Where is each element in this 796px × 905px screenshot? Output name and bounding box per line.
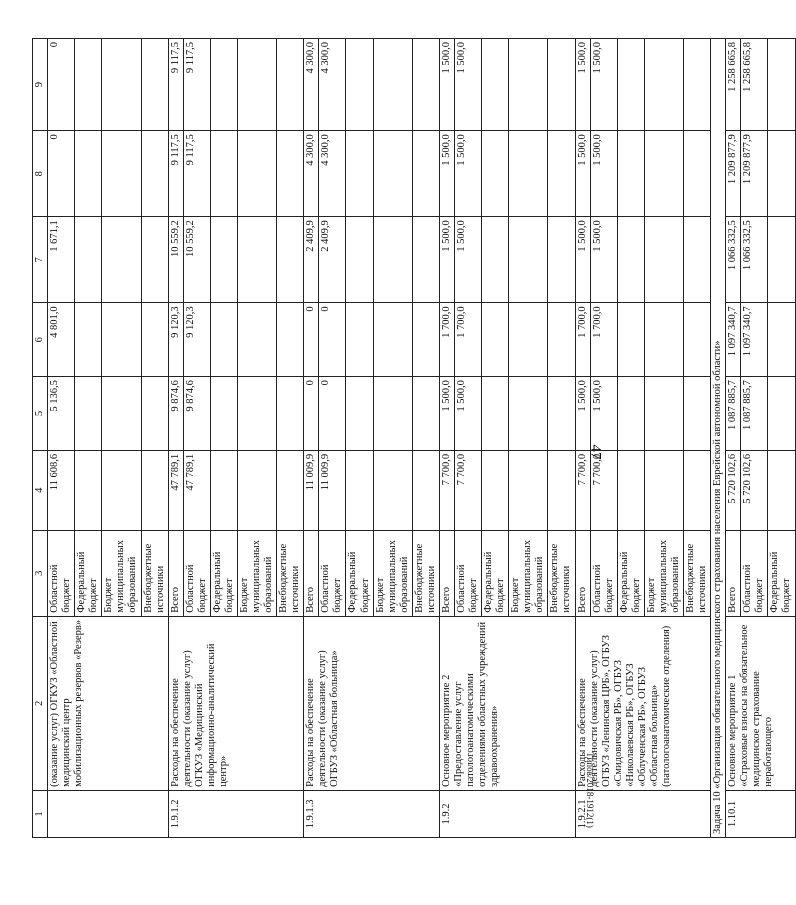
value-cell: [644, 39, 683, 131]
value-cell: [412, 303, 439, 377]
value-cell: 1 500,0: [590, 217, 617, 303]
value-cell: 1 500,0: [454, 39, 481, 131]
page-number: 47: [587, 444, 604, 460]
value-cell: 1 066 332,5: [741, 217, 768, 303]
value-cell: [75, 131, 102, 217]
funding-source: Бюджет муниципальных образований: [644, 530, 683, 616]
value-cell: [210, 217, 237, 303]
table-row: [726, 39, 741, 838]
header-number-row: [33, 39, 48, 838]
value-cell: 7 700,0: [575, 450, 590, 530]
value-cell: 0: [48, 131, 75, 217]
value-cell: 47 789,1: [168, 450, 183, 530]
funding-source: Федеральный бюджет: [75, 530, 102, 616]
value-cell: 9 117,5: [183, 39, 210, 131]
value-cell: 9 120,3: [168, 303, 183, 377]
value-cell: 1 500,0: [590, 39, 617, 131]
value-cell: 1 258 665,8: [726, 39, 741, 131]
value-cell: 1 500,0: [454, 377, 481, 451]
value-cell: 1 700,0: [439, 303, 454, 377]
value-cell: 1 671,1: [48, 217, 75, 303]
row-code: 1.9.1.2: [168, 790, 304, 837]
value-cell: [373, 303, 412, 377]
value-cell: [346, 377, 373, 451]
value-cell: 9 117,5: [183, 131, 210, 217]
value-cell: 9 120,3: [183, 303, 210, 377]
value-cell: [373, 450, 412, 530]
value-cell: [482, 217, 509, 303]
value-cell: [644, 303, 683, 377]
value-cell: 2 409,9: [319, 217, 346, 303]
header-cell: 1: [33, 790, 48, 837]
row-code: [48, 790, 169, 837]
funding-source: Бюджет муниципальных образований: [237, 530, 276, 616]
value-cell: [548, 450, 575, 530]
value-cell: [210, 39, 237, 131]
value-cell: [482, 39, 509, 131]
value-cell: [237, 39, 276, 131]
value-cell: [75, 217, 102, 303]
value-cell: [373, 217, 412, 303]
value-cell: [141, 303, 168, 377]
table-row: [168, 39, 183, 838]
value-cell: [617, 131, 644, 217]
value-cell: [102, 39, 141, 131]
table-body: [33, 39, 796, 838]
value-cell: 4 300,0: [319, 131, 346, 217]
value-cell: [644, 131, 683, 217]
value-cell: [346, 450, 373, 530]
value-cell: 1 500,0: [454, 217, 481, 303]
value-cell: [684, 303, 711, 377]
value-cell: [684, 377, 711, 451]
value-cell: [768, 450, 795, 530]
value-cell: [237, 131, 276, 217]
value-cell: [684, 131, 711, 217]
value-cell: [277, 39, 304, 131]
value-cell: 1 700,0: [454, 303, 481, 377]
value-cell: [548, 377, 575, 451]
value-cell: [644, 450, 683, 530]
value-cell: [768, 131, 795, 217]
value-cell: 9 874,6: [168, 377, 183, 451]
value-cell: 1 209 877,9: [726, 131, 741, 217]
value-cell: [509, 450, 548, 530]
value-cell: 1 500,0: [575, 377, 590, 451]
value-cell: [684, 39, 711, 131]
value-cell: [277, 217, 304, 303]
value-cell: [373, 39, 412, 131]
funding-source: Федеральный бюджет: [768, 530, 795, 616]
funding-source: Бюджет муниципальных образований: [373, 530, 412, 616]
row-name: Основное мероприятие 1 «Страховые взносы на обязательное медицинское страхование неработающего: [726, 616, 795, 790]
value-cell: 1 500,0: [454, 131, 481, 217]
value-cell: 1 500,0: [439, 377, 454, 451]
value-cell: [346, 39, 373, 131]
value-cell: 1 500,0: [575, 39, 590, 131]
value-cell: 7 700,0: [454, 450, 481, 530]
value-cell: 1 700,0: [575, 303, 590, 377]
funding-source: Областной бюджет: [48, 530, 75, 616]
value-cell: 0: [319, 377, 346, 451]
value-cell: [482, 450, 509, 530]
value-cell: [412, 131, 439, 217]
value-cell: [346, 131, 373, 217]
value-cell: 4 300,0: [304, 131, 319, 217]
table-row: [304, 39, 319, 838]
row-code: 1.9.2.1: [575, 790, 711, 837]
row-name: Расходы на обеспечение деятельности (оказание услуг) ОГБУЗ «Областная больница»: [304, 616, 440, 790]
value-cell: [509, 39, 548, 131]
row-name: Основное мероприятие 2 «Предоставление услуг патологоанатомическими отделениями областных учреждений здравоохранения»: [439, 616, 575, 790]
table-row: [575, 39, 590, 838]
value-cell: [75, 39, 102, 131]
funding-source: Бюджет муниципальных образований: [102, 530, 141, 616]
value-cell: [412, 377, 439, 451]
value-cell: [768, 377, 795, 451]
value-cell: 7 700,0: [439, 450, 454, 530]
value-cell: [75, 377, 102, 451]
funding-source: Всего: [726, 530, 741, 616]
value-cell: [617, 377, 644, 451]
value-cell: 1 500,0: [575, 131, 590, 217]
value-cell: [141, 217, 168, 303]
header-cell: 7: [33, 217, 48, 303]
value-cell: 10 559,2: [168, 217, 183, 303]
task-row: [711, 39, 726, 838]
value-cell: [548, 131, 575, 217]
funding-source: Внебюджетные источники: [141, 530, 168, 616]
header-cell: 4: [33, 450, 48, 530]
value-cell: 1 066 332,5: [726, 217, 741, 303]
value-cell: [102, 377, 141, 451]
document-footer: Типов/2018-1912(1): [585, 752, 595, 828]
row-name: Расходы на обеспечение деятельности (оказание услуг) ОГБУЗ «Ленинская ЦРБ», ОГБУЗ «Смидовичская РБ», ОГБУЗ «Николаевская РБ», ОГБУЗ «Облученская РБ», ОГБУЗ «Областная больница» (патологоанатомические отделения): [575, 616, 711, 790]
value-cell: [277, 450, 304, 530]
value-cell: [617, 217, 644, 303]
value-cell: [102, 217, 141, 303]
value-cell: [373, 377, 412, 451]
value-cell: [617, 303, 644, 377]
value-cell: [373, 131, 412, 217]
value-cell: [684, 217, 711, 303]
value-cell: [210, 131, 237, 217]
header-cell: 8: [33, 131, 48, 217]
value-cell: [412, 217, 439, 303]
funding-source: Областной бюджет: [454, 530, 481, 616]
value-cell: [482, 377, 509, 451]
value-cell: [617, 39, 644, 131]
value-cell: [509, 377, 548, 451]
value-cell: 11 009,9: [304, 450, 319, 530]
funding-source: Всего: [304, 530, 319, 616]
value-cell: 2 409,9: [304, 217, 319, 303]
value-cell: [684, 450, 711, 530]
value-cell: [548, 39, 575, 131]
funding-source: Федеральный бюджет: [210, 530, 237, 616]
value-cell: [75, 303, 102, 377]
value-cell: [277, 303, 304, 377]
table-row: [48, 39, 75, 838]
value-cell: 10 559,2: [183, 217, 210, 303]
value-cell: [768, 217, 795, 303]
funding-source: Внебюджетные источники: [548, 530, 575, 616]
value-cell: [75, 450, 102, 530]
value-cell: [509, 303, 548, 377]
value-cell: [141, 377, 168, 451]
value-cell: [644, 217, 683, 303]
value-cell: [237, 217, 276, 303]
value-cell: 47 789,1: [183, 450, 210, 530]
value-cell: 4 300,0: [319, 39, 346, 131]
value-cell: [102, 303, 141, 377]
value-cell: 1 087 885,7: [726, 377, 741, 451]
funding-source: Бюджет муниципальных образований: [509, 530, 548, 616]
value-cell: [768, 303, 795, 377]
funding-source: Областной бюджет: [319, 530, 346, 616]
funding-source: Федеральный бюджет: [617, 530, 644, 616]
value-cell: [509, 131, 548, 217]
funding-source: Внебюджетные источники: [684, 530, 711, 616]
value-cell: 9 117,5: [168, 131, 183, 217]
header-cell: 9: [33, 39, 48, 131]
row-name: Расходы на обеспечение деятельности (оказание услуг) ОГКУЗ «Медицинский информационно-аналитический центр»: [168, 616, 304, 790]
header-cell: 5: [33, 377, 48, 451]
value-cell: 4 801,0: [48, 303, 75, 377]
value-cell: [102, 131, 141, 217]
value-cell: [617, 450, 644, 530]
value-cell: 1 700,0: [590, 303, 617, 377]
value-cell: [412, 39, 439, 131]
value-cell: [237, 377, 276, 451]
header-cell: 2: [33, 616, 48, 790]
value-cell: 1 097 340,7: [741, 303, 768, 377]
value-cell: 0: [304, 377, 319, 451]
value-cell: [346, 303, 373, 377]
value-cell: [548, 303, 575, 377]
funding-source: Всего: [439, 530, 454, 616]
value-cell: [644, 377, 683, 451]
funding-source: Федеральный бюджет: [346, 530, 373, 616]
value-cell: [210, 450, 237, 530]
value-cell: [210, 377, 237, 451]
funding-source: Федеральный бюджет: [482, 530, 509, 616]
row-name: (оказание услуг) ОГКУЗ «Областной медицинский центр мобилизационных резервов «Резерв»: [48, 616, 169, 790]
value-cell: [102, 450, 141, 530]
task-title: Задача 10 «Организация обязательного медицинского страхования населения Еврейской автономной области»: [711, 39, 726, 838]
value-cell: [482, 303, 509, 377]
funding-source: Областной бюджет: [741, 530, 768, 616]
value-cell: [141, 131, 168, 217]
value-cell: 11 009,9: [319, 450, 346, 530]
value-cell: [509, 217, 548, 303]
value-cell: [548, 217, 575, 303]
value-cell: [768, 39, 795, 131]
funding-source: Областной бюджет: [590, 530, 617, 616]
value-cell: 1 209 877,9: [741, 131, 768, 217]
value-cell: [141, 450, 168, 530]
value-cell: 1 500,0: [439, 217, 454, 303]
value-cell: [277, 131, 304, 217]
value-cell: 1 097 340,7: [726, 303, 741, 377]
header-cell: 3: [33, 530, 48, 616]
value-cell: 5 136,5: [48, 377, 75, 451]
value-cell: 1 500,0: [590, 377, 617, 451]
value-cell: [346, 217, 373, 303]
value-cell: 0: [48, 39, 75, 131]
header-cell: 6: [33, 303, 48, 377]
funding-source: Всего: [575, 530, 590, 616]
value-cell: 9 117,5: [168, 39, 183, 131]
funding-source: Внебюджетные источники: [412, 530, 439, 616]
funding-source: Областной бюджет: [183, 530, 210, 616]
value-cell: 1 500,0: [590, 131, 617, 217]
value-cell: [237, 450, 276, 530]
value-cell: [141, 39, 168, 131]
value-cell: 11 608,6: [48, 450, 75, 530]
value-cell: 5 720 102,6: [726, 450, 741, 530]
value-cell: 1 500,0: [575, 217, 590, 303]
value-cell: 1 500,0: [439, 131, 454, 217]
funding-source: Внебюджетные источники: [277, 530, 304, 616]
value-cell: 5 720 102,6: [741, 450, 768, 530]
value-cell: 0: [304, 303, 319, 377]
value-cell: [210, 303, 237, 377]
value-cell: 1 500,0: [439, 39, 454, 131]
value-cell: 1 258 665,8: [741, 39, 768, 131]
budget-table: [32, 38, 796, 838]
value-cell: [237, 303, 276, 377]
row-code: 1.9.1.3: [304, 790, 440, 837]
value-cell: 9 874,6: [183, 377, 210, 451]
value-cell: [482, 131, 509, 217]
table-row: [439, 39, 454, 838]
value-cell: 1 087 885,7: [741, 377, 768, 451]
row-code: 1.9.2: [439, 790, 575, 837]
value-cell: [412, 450, 439, 530]
value-cell: 0: [319, 303, 346, 377]
funding-source: Всего: [168, 530, 183, 616]
value-cell: 7 700,0: [590, 450, 617, 530]
value-cell: 4 300,0: [304, 39, 319, 131]
value-cell: [277, 377, 304, 451]
row-code: 1.10.1: [726, 790, 795, 837]
